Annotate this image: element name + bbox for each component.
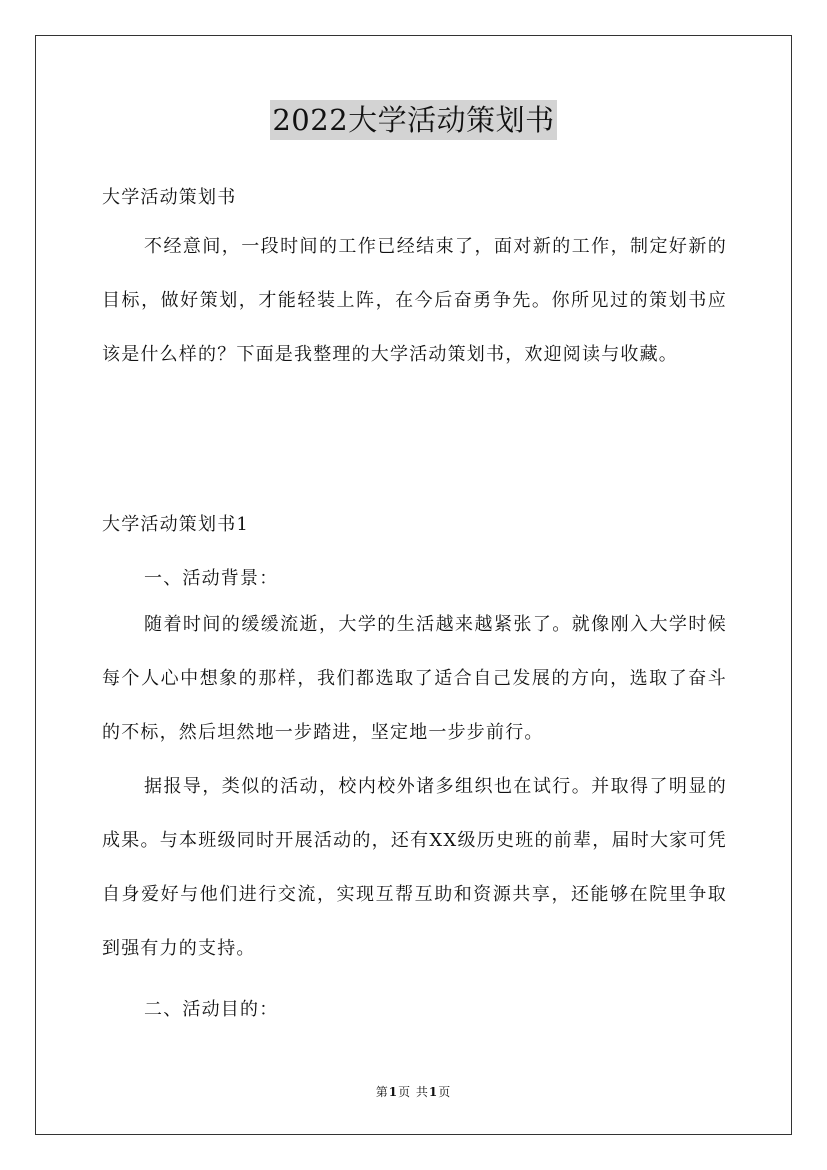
reports-paragraph: 据报导，类似的活动，校内校外诸多组织也在试行。并取得了明显的成果。与本班级同时开展活动的，还有XX级历史班的前辈，届时大家可凭自身爱好与他们进行交流，实现互帮互助和资源共享，还能够在院里争取到强有力的支持。 (102, 776, 727, 959)
footer-label-mid: 页 共 (398, 1085, 429, 1099)
footer-label-post: 页 (438, 1085, 452, 1099)
intro-paragraph: 不经意间，一段时间的工作已经结束了，面对新的工作，制定好新的目标，做好策划，才能轻装上阵，在今后奋勇争先。你所见过的策划书应该是什么样的？下面是我整理的大学活动策划书，欢迎阅读与收藏。 (102, 236, 727, 365)
footer-page-total: 1 (428, 1085, 439, 1099)
title-wrap (0, 100, 827, 140)
section-heading: 大学活动策划书1 (102, 514, 250, 535)
document-title: 2022大学活动策划书 (270, 100, 556, 140)
background-paragraph: 随着时间的缓缓流逝，大学的生活越来越紧张了。就像刚入大学时候每个人心中想象的那样，我们都选取了适合自己发展的方向，选取了奋斗的不标，然后坦然地一步踏进，坚定地一步步前行。 (102, 614, 727, 743)
footer-page-number: 1 (388, 1085, 399, 1099)
part2-heading: 二、活动目的： (144, 999, 279, 1020)
page-footer (0, 1083, 827, 1100)
document-subtitle: 大学活动策划书 (102, 187, 237, 208)
part1-heading: 一、活动背景： (144, 568, 279, 589)
footer-label-pre: 第 (375, 1085, 389, 1099)
